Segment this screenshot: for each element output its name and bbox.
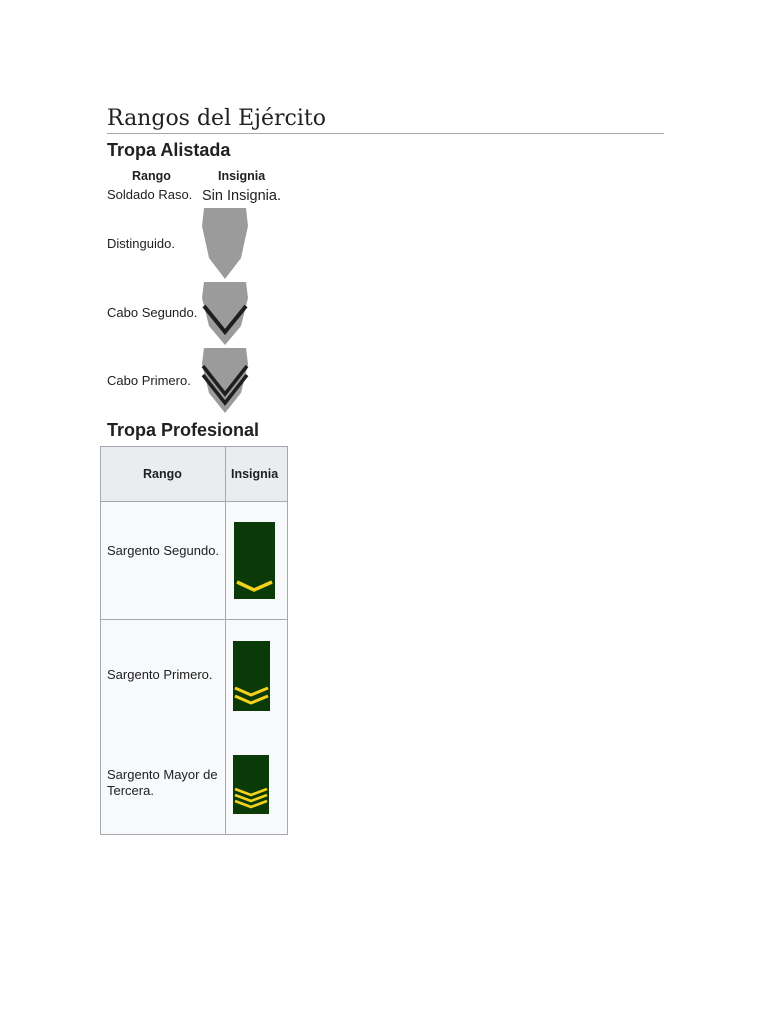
sargento-mayor-de-tercera-insignia-icon (233, 755, 269, 814)
sargento-primero-insignia-icon (233, 641, 270, 711)
rank-sargento-mayor-de-tercera: Sargento Mayor de Tercera. (107, 767, 218, 798)
page-title: Rangos del Ejército (107, 105, 664, 134)
rank-sargento-segundo: Sargento Segundo. (107, 543, 220, 558)
cabo-primero-chevron-icon (201, 348, 249, 414)
column-divider (225, 447, 226, 834)
distinguido-chevron-icon (201, 208, 249, 280)
rank-sargento-primero: Sargento Primero. (107, 667, 213, 682)
column-header-rango: Rango (132, 169, 171, 183)
column-header-insignia: Insignia (231, 467, 279, 481)
tropa-profesional-table (100, 446, 288, 835)
rank-cabo-primero: Cabo Primero. (107, 373, 191, 388)
column-header-rango: Rango (143, 467, 182, 481)
section-heading-tropa-profesional: Tropa Profesional (107, 420, 260, 440)
section-heading-tropa-alistada: Tropa Alistada (107, 140, 231, 160)
cabo-segundo-chevron-icon (201, 282, 249, 346)
row-divider (101, 619, 287, 620)
rank-soldado-raso: Soldado Raso. (107, 187, 193, 202)
sargento-segundo-insignia-icon (234, 522, 275, 599)
column-header-insignia: Insignia (218, 169, 266, 183)
insignia-none-label: Sin Insignia. (202, 188, 281, 204)
rank-distinguido: Distinguido. (107, 236, 175, 251)
rank-cabo-segundo: Cabo Segundo. (107, 305, 198, 320)
